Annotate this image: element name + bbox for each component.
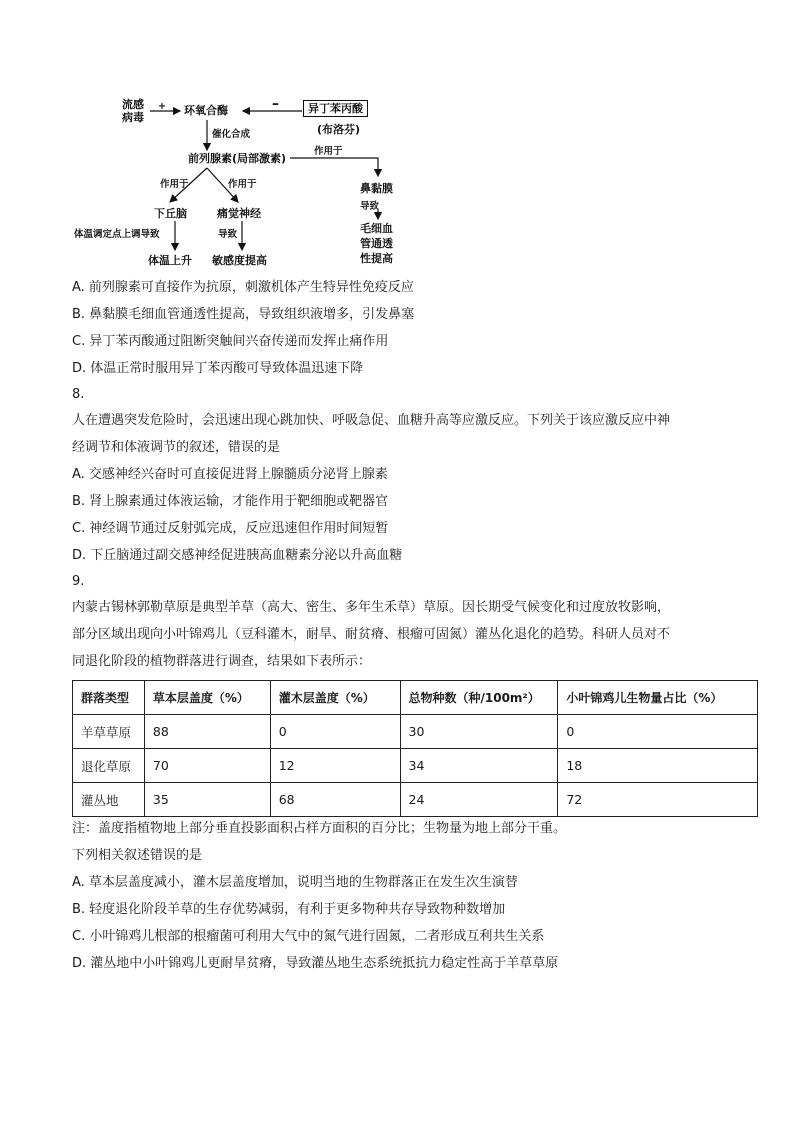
table-cell: 0 (558, 715, 758, 749)
q9-stem-line: 部分区域出现向小叶锦鸡儿（豆科灌木，耐旱、耐贫瘠、根瘤可固氮）灌丛化退化的趋势。科研人员对不 (72, 627, 671, 642)
q8-number: 8. (72, 387, 85, 402)
q7-option-d: D. 体温正常时服用异丁苯丙酸可导致体温迅速下降 (72, 361, 364, 376)
table-row (73, 749, 758, 783)
q7-option-c: C. 异丁苯丙酸通过阻断突触间兴奋传递而发挥止痛作用 (72, 334, 389, 349)
q8-option-c: C. 神经调节通过反射弧完成，反应迅速但作用时间短暂 (72, 521, 389, 536)
catalyze-label: 催化合成 (212, 129, 251, 140)
ibuprofen-node: 异丁苯丙酸 (303, 100, 368, 117)
table-cell: 18 (558, 749, 758, 783)
table-row (73, 783, 758, 817)
q8-option-d: D. 下丘脑通过副交感神经促进胰高血糖素分泌以升高血糖 (72, 548, 403, 563)
table-cell: 72 (558, 783, 758, 817)
table-cell: 30 (400, 715, 558, 749)
community-survey-table (72, 680, 758, 817)
q8-stem-line: 人在遭遇突发危险时，会迅速出现心跳加快、呼吸急促、血糖升高等应激反应。下列关于该应激反应中神 (72, 413, 671, 428)
table-cell: 12 (270, 749, 400, 783)
influenza-virus-node: 流感 病毒 (122, 98, 144, 124)
table-cell: 88 (144, 715, 270, 749)
table-header-cell: 总物种数（种/100m²） (400, 681, 558, 715)
act-on-label: 作用于 (314, 146, 343, 157)
q9-stem-line: 同退化阶段的植物群落进行调查，结果如下表所示： (72, 654, 372, 669)
prostaglandin-node: 前列腺素(局部激素) (188, 152, 287, 165)
setpoint-label: 体温调定点上调导致 (74, 229, 160, 240)
q8-stem-line: 经调节和体液调节的叙述，错误的是 (72, 440, 281, 455)
promote-sign: + (158, 101, 166, 112)
cyclooxygenase-node: 环氧合酶 (184, 104, 228, 117)
act-on-label: 作用于 (228, 179, 257, 190)
table-cell: 灌丛地 (73, 783, 145, 817)
q8-option-a: A. 交感神经兴奋时可直接促进肾上腺髓质分泌肾上腺素 (72, 467, 388, 482)
table-cell: 70 (144, 749, 270, 783)
temperature-rise-node: 体温上升 (148, 254, 192, 267)
table-header-cell: 草本层盖度（%） (144, 681, 270, 715)
q9-number: 9. (72, 574, 85, 589)
prostaglandin-pathway-diagram (60, 90, 420, 275)
table-cell: 羊草草原 (73, 715, 145, 749)
q9-option-b: B. 轻度退化阶段羊草的生存优势减弱，有利于更多物种共存导致物种数增加 (72, 902, 506, 917)
pain-nerve-node: 痛觉神经 (217, 207, 261, 220)
lead-to-label: 导致 (218, 229, 238, 240)
ibuprofen-alias: (布洛芬) (317, 123, 361, 136)
q9-stem-line: 内蒙古锡林郭勒草原是典型羊草（高大、密生、多年生禾草）草原。因长期受气候变化和过度放牧影响， (72, 600, 671, 615)
q9-prompt: 下列相关叙述错误的是 (72, 848, 203, 863)
lead-to-label: 导致 (360, 201, 380, 212)
table-cell: 0 (270, 715, 400, 749)
table-header-cell: 群落类型 (73, 681, 145, 715)
table-row (73, 715, 758, 749)
capillary-permeability-node: 毛细血 管通透 性提高 (360, 222, 393, 265)
table-cell: 24 (400, 783, 558, 817)
table-header-cell: 小叶锦鸡儿生物量占比（%） (558, 681, 758, 715)
q9-option-d: D. 灌丛地中小叶锦鸡儿更耐旱贫瘠，导致灌丛地生态系统抵抗力稳定性高于羊草草原 (72, 956, 559, 971)
table-cell: 35 (144, 783, 270, 817)
table-header-row (73, 681, 758, 715)
q9-option-c: C. 小叶锦鸡儿根部的根瘤菌可利用大气中的氮气进行固氮，二者形成互利共生关系 (72, 929, 545, 944)
table-header-cell: 灌木层盖度（%） (270, 681, 400, 715)
q8-option-b: B. 肾上腺素通过体液运输，才能作用于靶细胞或靶器官 (72, 494, 389, 509)
nasal-mucosa-node: 鼻黏膜 (360, 182, 393, 195)
table-cell: 34 (400, 749, 558, 783)
table-note: 注：盖度指植物地上部分垂直投影面积占样方面积的百分比；生物量为地上部分干重。 (72, 821, 567, 836)
inhibit-sign: – (272, 96, 279, 112)
q7-option-a: A. 前列腺素可直接作为抗原，刺激机体产生特异性免疫反应 (72, 280, 414, 295)
table-cell: 68 (270, 783, 400, 817)
sensitivity-node: 敏感度提高 (212, 254, 267, 267)
table-cell: 退化草原 (73, 749, 145, 783)
act-on-label: 作用于 (160, 179, 189, 190)
q7-option-b: B. 鼻黏膜毛细血管通透性提高，导致组织液增多，引发鼻塞 (72, 307, 415, 322)
q9-option-a: A. 草本层盖度减小，灌木层盖度增加，说明当地的生物群落正在发生次生演替 (72, 875, 518, 890)
hypothalamus-node: 下丘脑 (154, 207, 187, 220)
